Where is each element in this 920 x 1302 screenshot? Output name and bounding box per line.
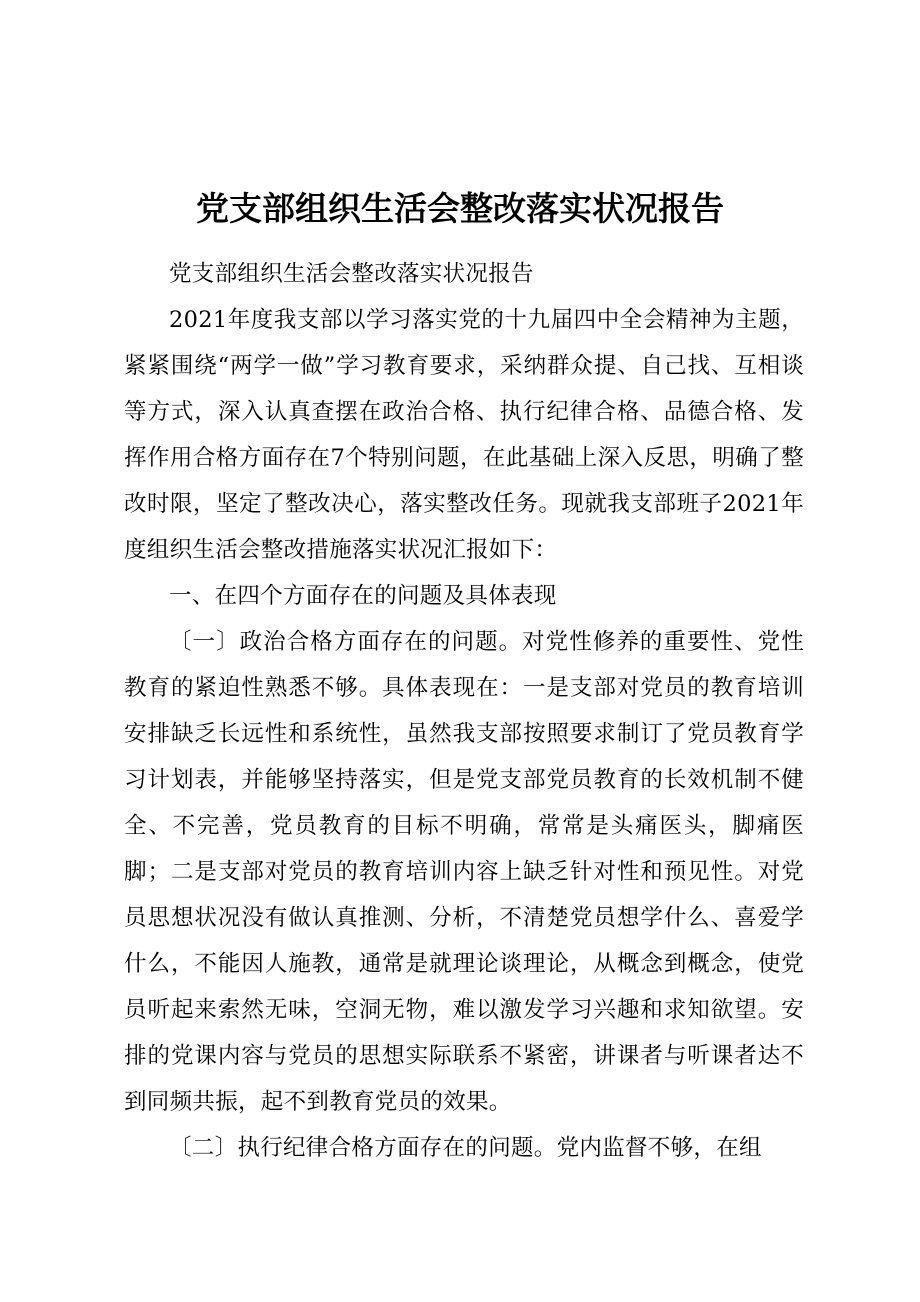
document-title: 党支部组织生活会整改落实状况报告 bbox=[196, 189, 724, 228]
section-heading: 一、在四个方面存在的问题及具体表现 bbox=[169, 583, 557, 609]
document-body bbox=[124, 251, 804, 1171]
paragraph-political: 〔一〕政治合格方面存在的问题。对党性修养的重要性、党性教育的紧迫性熟悉不够。具体表现在：一是支部对党员的教育培训安排缺乏长远性和系统性，虽然我支部按照要求制订了党员教育学习计划表，并能够坚持落实，但是党支部党员教育的长效机制不健全、不完善，党员教育的目标不明确，常常是头痛医头，脚痛医脚；二是支部对党员的教育培训内容上缺乏针对性和预见性。对党员思想状况没有做认真推测、分析，不清楚党员想学什么、喜爱学什么，不能因人施教，通常是就理论谈理论，从概念到概念，使党员听起来索然无味，空洞无物，难以激发学习兴趣和求知欲望。安排的党课内容与党员的思想实际联系不紧密，讲课者与听课者达不到同频共振，起不到教育党员的效果。 bbox=[124, 629, 804, 1115]
paragraph-intro: 2021年度我支部以学习落实党的十九届四中全会精神为主题，紧紧围绕“两学一做”学习教育要求，采纳群众提、自己找、互相谈等方式，深入认真查摆在政治合格、执行纪律合格、品德合格、发挥作用合格方面存在7个特别问题，在此基础上深入反思，明确了整改时限，坚定了整改决心，落实整改任务。现就我支部班子2021年度组织生活会整改措施落实状况汇报如下： bbox=[124, 307, 804, 563]
paragraph-discipline: 〔二〕执行纪律合格方面存在的问题。党内监督不够，在组 bbox=[169, 1135, 762, 1161]
paragraph-subtitle: 党支部组织生活会整改落实状况报告 bbox=[169, 261, 534, 287]
